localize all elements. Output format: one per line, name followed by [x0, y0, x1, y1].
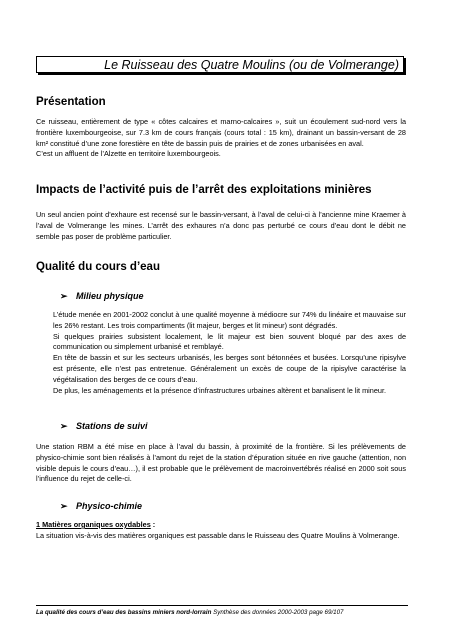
section-heading-presentation: Présentation — [36, 96, 106, 108]
physico-subheading — [36, 520, 155, 530]
paragraph: Si quelques prairies subsistent localement, le lit majeur est bien souvent bloqué par des axes de communication ou simplement urbanisé et remblayé. — [53, 331, 406, 352]
paragraph: En tête de bassin et sur les secteurs urbanisés, les berges sont bétonnées et busées. Lorsqu’une ripisylve est présente, elle n’est pas entretenue. Généralement un excès de coupe de la ripisylve caractérise la végétalisation des berges de ce cours d’eau. — [53, 353, 406, 384]
paragraph: C’est un affluent de l’Alzette en territoire luxembourgeois. — [36, 149, 221, 159]
physico-subheading-suffix: : — [150, 520, 156, 529]
subsection-heading-label: Physico-chimie — [76, 501, 143, 511]
physico-text — [36, 531, 406, 542]
milieu-text — [53, 310, 406, 396]
subsection-heading-stations — [60, 420, 148, 432]
subsection-heading-label: Stations de suivi — [76, 421, 148, 431]
subsection-heading-label: Milieu physique — [76, 291, 144, 301]
presentation-text — [36, 117, 406, 160]
footer-rule — [36, 605, 408, 606]
paragraph: De plus, les aménagements et la présence d’infrastructures urbaines altèrent et banalisent le lit mineur. — [53, 385, 386, 395]
subsection-heading-physico — [60, 500, 142, 512]
arrow-bullet-icon: ➢ — [60, 501, 68, 511]
impacts-text — [36, 210, 406, 242]
paragraph: L’étude menée en 2001-2002 conclut à une qualité moyenne à médiocre sur 74% du linéaire et mauvaise sur les 26% restant. Les trois compartiments (lit majeur, berges et lit mineur) sont dégradés. — [53, 310, 406, 330]
arrow-bullet-icon: ➢ — [60, 421, 68, 431]
paragraph: La situation vis-à-vis des matières organiques est passable dans le Ruisseau des Quatre Moulins à Volmerange. — [36, 531, 400, 540]
page-footer — [36, 609, 408, 617]
paragraph: Ce ruisseau, entièrement de type « côtes calcaires et marno-calcaires », suit un écoulement sud-nord vers la frontière luxembourgeoise, sur 7.3 km de cours français (cours total : 15 km), drainant un bassin-versant de 28 km² constitué d’une zone forestière en tête de bassin puis de prairies et de zones urbanisées en aval. — [36, 117, 406, 148]
footer-page-info: Synthèse des données 2000-2003 page 69/107 — [211, 609, 344, 616]
physico-subheading-label: 1 Matières organiques oxydables — [36, 520, 151, 529]
footer-report-title: La qualité des cours d’eau des bassins miniers nord-lorrain — [36, 609, 212, 616]
section-heading-impacts: Impacts de l’activité puis de l’arrêt des exploitations minières — [36, 184, 372, 196]
stations-text — [36, 442, 406, 485]
page-title: Le Ruisseau des Quatre Moulins (ou de Volmerange) — [36, 56, 404, 73]
paragraph: Une station RBM a été mise en place à l’aval du bassin, à proximité de la frontière. Si les prélèvements de physico-chimie sont bien réalisés à l’amont du rejet de la station d’épuration située en rive gauche (attention, non visible depuis le cours d’eau…), il est probable que le prélèvement de macroinvertébrés réalisé en 2000 soit sous l’influence du rejet de celle-ci. — [36, 442, 406, 484]
subsection-heading-milieu — [60, 290, 144, 302]
section-heading-qualite: Qualité du cours d’eau — [36, 261, 160, 273]
paragraph: Un seul ancien point d’exhaure est recensé sur le bassin-versant, à l’aval de celui-ci à l’ancienne mine Kraemer à l’aval de Volmerange les mines. L’arrêt des exhaures n’a donc pas perturbé ce cours d’eau dont le débit ne semble pas poser de problème particulier. — [36, 210, 406, 241]
arrow-bullet-icon: ➢ — [60, 291, 68, 301]
